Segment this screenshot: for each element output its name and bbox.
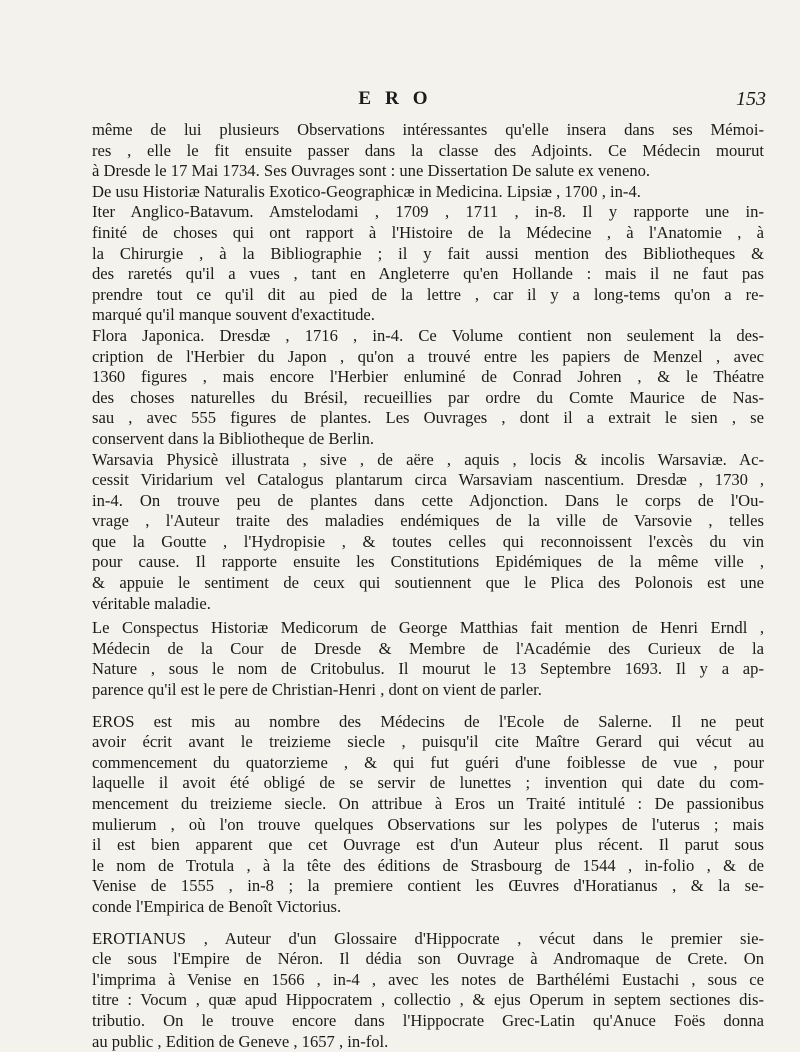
- page-number: 153: [736, 88, 766, 110]
- text-line: l'imprima à Venise en 1566 , in-4 , avec les notes de Barthélémi Eustachi , sous ce: [92, 969, 764, 989]
- page-body: [92, 120, 764, 1052]
- paragraph: [92, 182, 764, 203]
- text-line: & appuie le sentiment de ceux qui soutiennent que le Plica des Polonois est une: [92, 573, 764, 593]
- text-line: marqué qu'il manque souvent d'exactitude.: [92, 305, 375, 325]
- text-line: au public , Edition de Geneve , 1657 , in-fol.: [92, 1031, 389, 1051]
- text-line: cessit Viridarium vel Catalogus plantarum circa Warsaviam nascentium. Dresdæ , 1730 ,: [92, 470, 764, 490]
- text-line: il est bien apparent que cet Ouvrage est d'un Auteur plus récent. Il parut sous: [92, 835, 764, 855]
- text-line: titre : Vocum , quæ apud Hippocratem , collectio , & ejus Operum in septem sectiones dis-: [92, 990, 764, 1010]
- paragraph: [92, 120, 764, 182]
- text-line: tributio. On le trouve encore dans l'Hippocrate Grec-Latin qu'Anuce Foës donna: [92, 1010, 764, 1030]
- text-line: cle sous l'Empire de Néron. Il dédia son Ouvrage à Andromaque de Crete. On: [92, 949, 764, 969]
- text-line: mencement du treizieme siecle. On attribue à Eros un Traité intitulé : De passionibus: [92, 794, 764, 813]
- paragraph: [92, 712, 764, 918]
- text-line: Iter Anglico-Batavum. Amstelodami , 1709 , 1711 , in-8. Il y rapporte une in-: [92, 202, 764, 222]
- text-line: 1360 figures , mais encore l'Herbier enluminé de Conrad Johren , & le Théatre: [92, 367, 764, 387]
- text-line: EROTIANUS , Auteur d'un Glossaire d'Hippocrate , vécut dans le premier sie-: [92, 928, 764, 948]
- text-line: Le Conspectus Historiæ Medicorum de George Matthias fait mention de Henri Erndl ,: [92, 618, 764, 638]
- text-line: commencement du quatorzieme , & qui fut guéri d'une foiblesse de vue , pour: [92, 752, 764, 772]
- text-line: finité de choses qui ont rapport à l'Histoire de la Médecine , à l'Anatomie , à: [92, 222, 764, 242]
- text-line: mulierum , où l'on trouve quelques Observations sur les polypes de l'uterus ; mais: [92, 814, 764, 834]
- text-line: à Dresde le 17 Mai 1734. Ses Ouvrages sont : une Dissertation De salute ex veneno.: [92, 161, 651, 181]
- text-line: des raretés qu'il a vues , tant en Angleterre qu'en Hollande : mais il ne faut pas: [92, 264, 764, 284]
- text-line: De usu Historiæ Naturalis Exotico-Geographicæ in Medicina. Lipsiæ , 1700 , in-4.: [92, 181, 641, 201]
- text-line: que la Goutte , l'Hydropisie , & toutes celles qui reconnoissent l'excès du vin: [92, 531, 764, 551]
- text-line: res , elle le fit ensuite passer dans la classe des Adjoints. Ce Médecin mourut: [92, 140, 764, 160]
- paragraph: [92, 202, 764, 326]
- page-header: [0, 88, 800, 118]
- text-line: pour cause. Il rapporte ensuite les Constitutions Epidémiques de la même ville ,: [92, 552, 764, 572]
- text-line: laquelle il avoit été obligé de se servir de lunettes ; invention qui date du com-: [92, 773, 764, 793]
- text-line: conde l'Empirica de Benoît Victorius.: [92, 896, 342, 916]
- paragraph: [92, 326, 764, 450]
- text-line: prendre tout ce qu'il dit au pied de la lettre , car il y a long-tems qu'on a re-: [92, 284, 764, 304]
- text-line: la Chirurgie , à la Bibliographie ; il y fait aussi mention des Bibliotheques &: [92, 243, 764, 263]
- running-head: ERO: [358, 88, 442, 109]
- text-line: Warsavia Physicè illustrata , sive , de aëre , aquis , locis & incolis Warsaviæ. Ac-: [92, 449, 764, 469]
- paragraph: [92, 618, 764, 700]
- text-line: Médecin de la Cour de Dresde & Membre de l'Académie des Curieux de la: [92, 638, 764, 658]
- paragraph: [92, 450, 764, 615]
- text-line: EROS est mis au nombre des Médecins de l'Ecole de Salerne. Il ne peut: [92, 711, 764, 731]
- paragraph: [92, 929, 764, 1052]
- text-line: des choses naturelles du Brésil, recueillies par ordre du Comte Maurice de Nas-: [92, 387, 764, 407]
- text-line: Flora Japonica. Dresdæ , 1716 , in-4. Ce Volume contient non seulement la des-: [92, 325, 764, 345]
- text-line: parence qu'il est le pere de Christian-Henri , dont on vient de parler.: [92, 680, 542, 700]
- text-line: conservent dans la Bibliotheque de Berlin.: [92, 428, 375, 448]
- text-line: avoir écrit avant le treizieme siecle , puisqu'il cite Maître Gerard qui vécut au: [92, 732, 764, 752]
- text-line: cription de l'Herbier du Japon , qu'on a trouvé entre les papiers de Menzel , avec: [92, 346, 764, 366]
- text-line: véritable maladie.: [92, 593, 211, 613]
- text-line: Venise de 1555 , in-8 ; la premiere contient les Œuvres d'Horatianus , & la se-: [92, 876, 764, 896]
- text-line: in-4. On trouve peu de plantes dans cette Adjonction. Dans le corps de l'Ou-: [92, 490, 764, 510]
- text-line: même de lui plusieurs Observations intéressantes qu'elle insera dans ses Mémoi-: [92, 120, 764, 139]
- text-line: Nature , sous le nom de Critobulus. Il mourut le 13 Septembre 1693. Il y a ap-: [92, 659, 764, 679]
- text-line: sau , avec 555 figures de plantes. Les Ouvrages , dont il a extrait le sien , se: [92, 408, 764, 428]
- text-line: vrage , l'Auteur traite des maladies endémiques de la ville de Varsovie , telles: [92, 511, 764, 531]
- text-line: le nom de Trotula , à la tête des éditions de Strasbourg de 1544 , in-folio , & de: [92, 855, 764, 875]
